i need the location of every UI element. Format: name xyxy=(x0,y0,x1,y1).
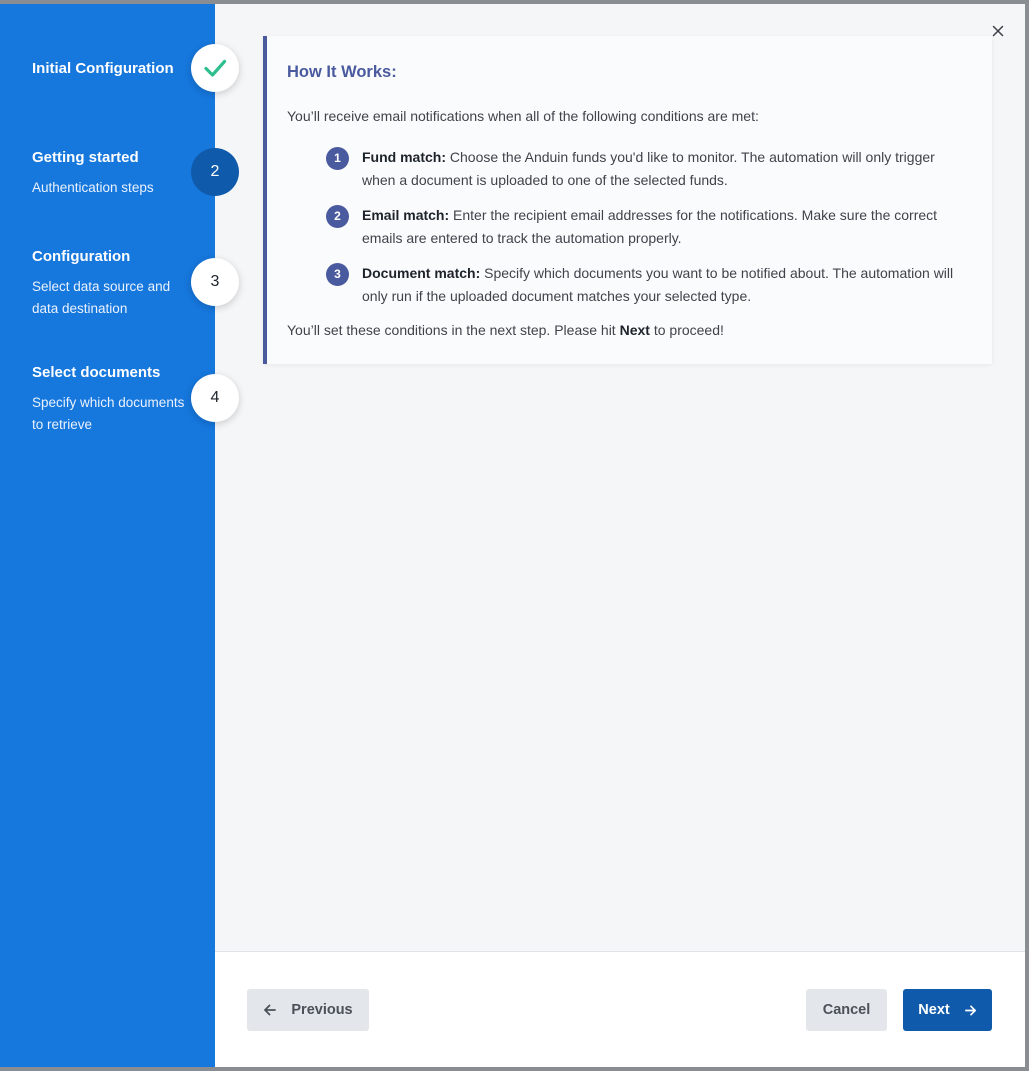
step-title: Configuration xyxy=(32,248,131,265)
card-title: How It Works: xyxy=(287,63,397,81)
arrow-right-icon xyxy=(964,1004,977,1017)
condition-description: Enter the recipient email addresses for the notifications. Make sure the correct emails are entered to track the automation properly. xyxy=(362,207,938,246)
condition-item xyxy=(326,204,966,250)
step-subtitle: Specify which documents to retrieve xyxy=(32,395,185,432)
step-subtitle: Authentication steps xyxy=(32,180,154,195)
cancel-label: Cancel xyxy=(822,1002,871,1018)
previous-label: Previous xyxy=(291,1002,353,1018)
step-subtitle: Select data source and data destination xyxy=(32,279,171,316)
arrow-left-icon xyxy=(263,1003,277,1017)
previous-button[interactable] xyxy=(247,989,369,1031)
next-button[interactable] xyxy=(903,989,992,1031)
step-configuration[interactable] xyxy=(32,247,192,320)
step-title: Getting started xyxy=(32,149,139,166)
footer-suffix: to proceed! xyxy=(653,322,724,338)
step-title: Select documents xyxy=(32,364,161,381)
modal-footer xyxy=(215,951,1025,1067)
how-it-works-card xyxy=(263,36,992,364)
wizard-modal xyxy=(0,4,1025,1067)
condition-item xyxy=(326,146,966,192)
condition-description: Choose the Anduin funds you'd like to monitor. The automation will only trigger when a document is uploaded to one of the selected funds. xyxy=(362,149,935,188)
condition-description: Specify which documents you want to be notified about. The automation will only run if the uploaded document matches your selected type. xyxy=(362,265,954,304)
steps-sidebar xyxy=(0,4,220,1067)
step-title: Initial Configuration xyxy=(32,60,174,77)
next-label: Next xyxy=(918,1002,950,1018)
condition-label: Fund match: xyxy=(362,149,446,165)
condition-label: Email match: xyxy=(362,207,450,223)
footer-next-emphasis: Next xyxy=(619,322,650,338)
step-select-documents[interactable] xyxy=(32,363,192,436)
step-getting-started[interactable] xyxy=(32,148,192,199)
step-3-marker: 3 xyxy=(191,258,239,306)
condition-text xyxy=(362,146,966,192)
condition-text xyxy=(362,204,966,250)
condition-label: Document match: xyxy=(362,265,481,281)
step-4-marker: 4 xyxy=(191,374,239,422)
close-icon xyxy=(992,25,1004,37)
condition-number: 3 xyxy=(326,263,349,286)
condition-number: 1 xyxy=(326,147,349,170)
card-footer-text xyxy=(287,322,724,338)
condition-text xyxy=(362,262,966,308)
check-icon xyxy=(202,55,228,81)
footer-prefix: You’ll set these conditions in the next step. Please hit xyxy=(287,322,616,338)
condition-item xyxy=(326,262,966,308)
step-1-completed-marker xyxy=(191,44,239,92)
cancel-button[interactable] xyxy=(806,989,887,1031)
card-intro: You’ll receive email notifications when all of the following conditions are met: xyxy=(287,108,759,124)
step-2-marker: 2 xyxy=(191,148,239,196)
condition-number: 2 xyxy=(326,205,349,228)
step-initial-configuration[interactable] xyxy=(32,59,192,79)
